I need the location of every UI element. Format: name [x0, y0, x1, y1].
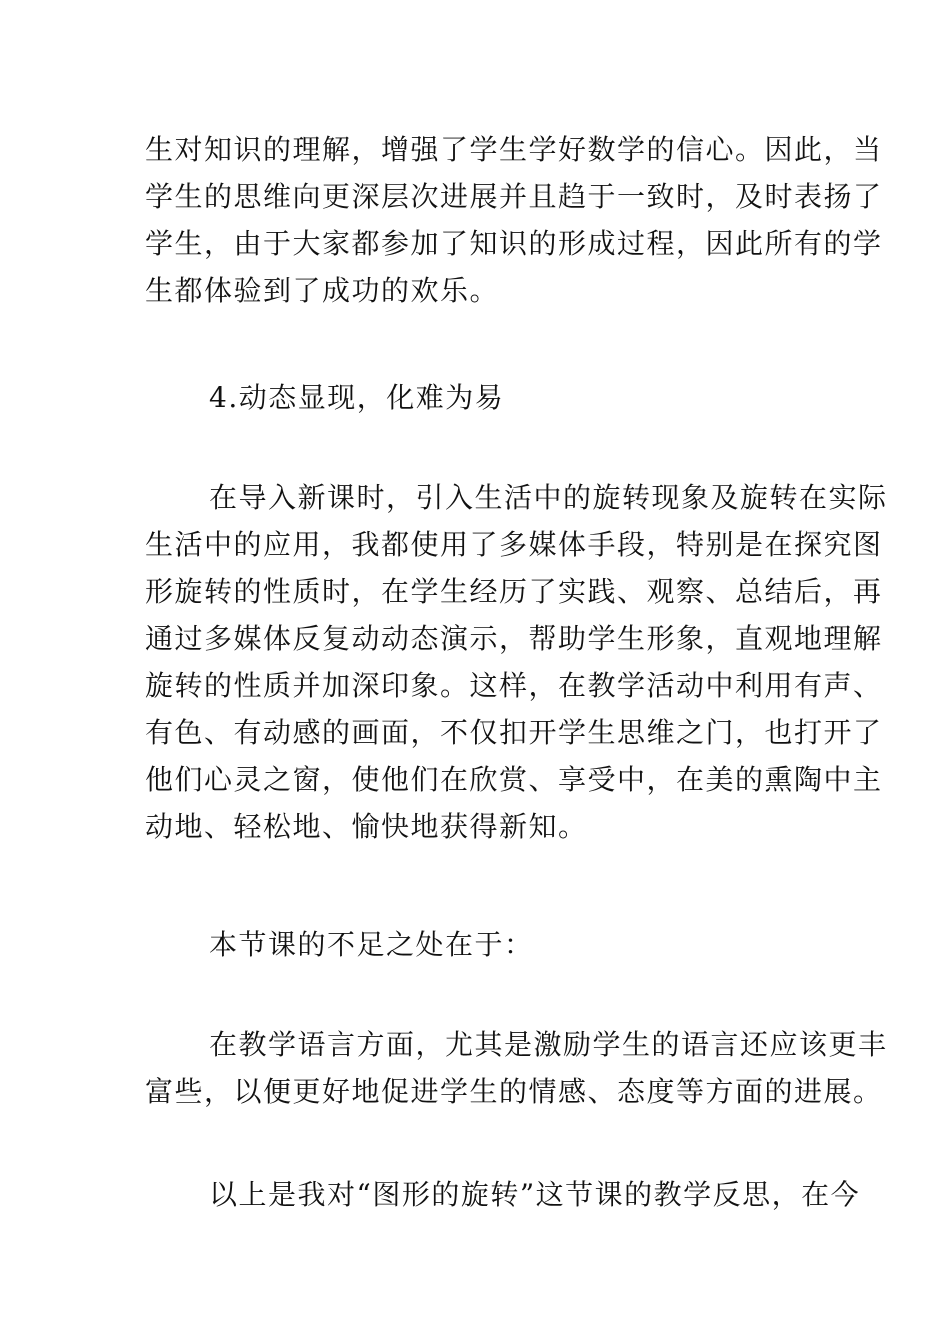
text-line: 生活中的应用，我都使用了多媒体手段，特别是在探究图	[145, 528, 883, 561]
text-line: 富些，以便更好地促进学生的情感、态度等方面的进展。	[145, 1075, 883, 1108]
text-line: 学生，由于大家都参加了知识的形成过程，因此所有的学	[145, 227, 883, 260]
text-line: 旋转的性质并加深印象。这样，在教学活动中利用有声、	[145, 669, 883, 702]
paragraph-language	[145, 1021, 888, 1115]
paragraph-multimedia	[145, 474, 888, 850]
paragraph-conclusion	[145, 1171, 861, 1218]
text-line: 在导入新课时，引入生活中的旋转现象及旋转在实际	[209, 481, 888, 514]
heading-text: 4.动态显现，化难为易	[209, 381, 505, 414]
text-line: 通过多媒体反复动动态演示，帮助学生形象，直观地理解	[145, 622, 883, 655]
text-line: 生都体验到了成功的欢乐。	[145, 274, 500, 307]
text-line: 学生的思维向更深层次进展并且趋于一致时，及时表扬了	[145, 180, 883, 213]
text-line: 生对知识的理解，增强了学生学好数学的信心。因此，当	[145, 133, 883, 166]
text-line: 以上是我对“图形的旋转”这节课的教学反思，在今	[209, 1178, 861, 1211]
text-line: 本节课的不足之处在于：	[209, 928, 534, 961]
section-heading	[145, 374, 810, 421]
text-line: 动地、轻松地、愉快地获得新知。	[145, 810, 588, 843]
text-line: 他们心灵之窗，使他们在欣赏、享受中，在美的熏陶中主	[145, 763, 883, 796]
text-line: 形旋转的性质时，在学生经历了实践、观察、总结后，再	[145, 575, 883, 608]
text-line: 有色、有动感的画面，不仅扣开学生思维之门，也打开了	[145, 716, 883, 749]
paragraph-continuation	[145, 126, 883, 314]
paragraph-shortcomings-intro	[145, 921, 810, 968]
text-line: 在教学语言方面，尤其是激励学生的语言还应该更丰	[209, 1028, 888, 1061]
